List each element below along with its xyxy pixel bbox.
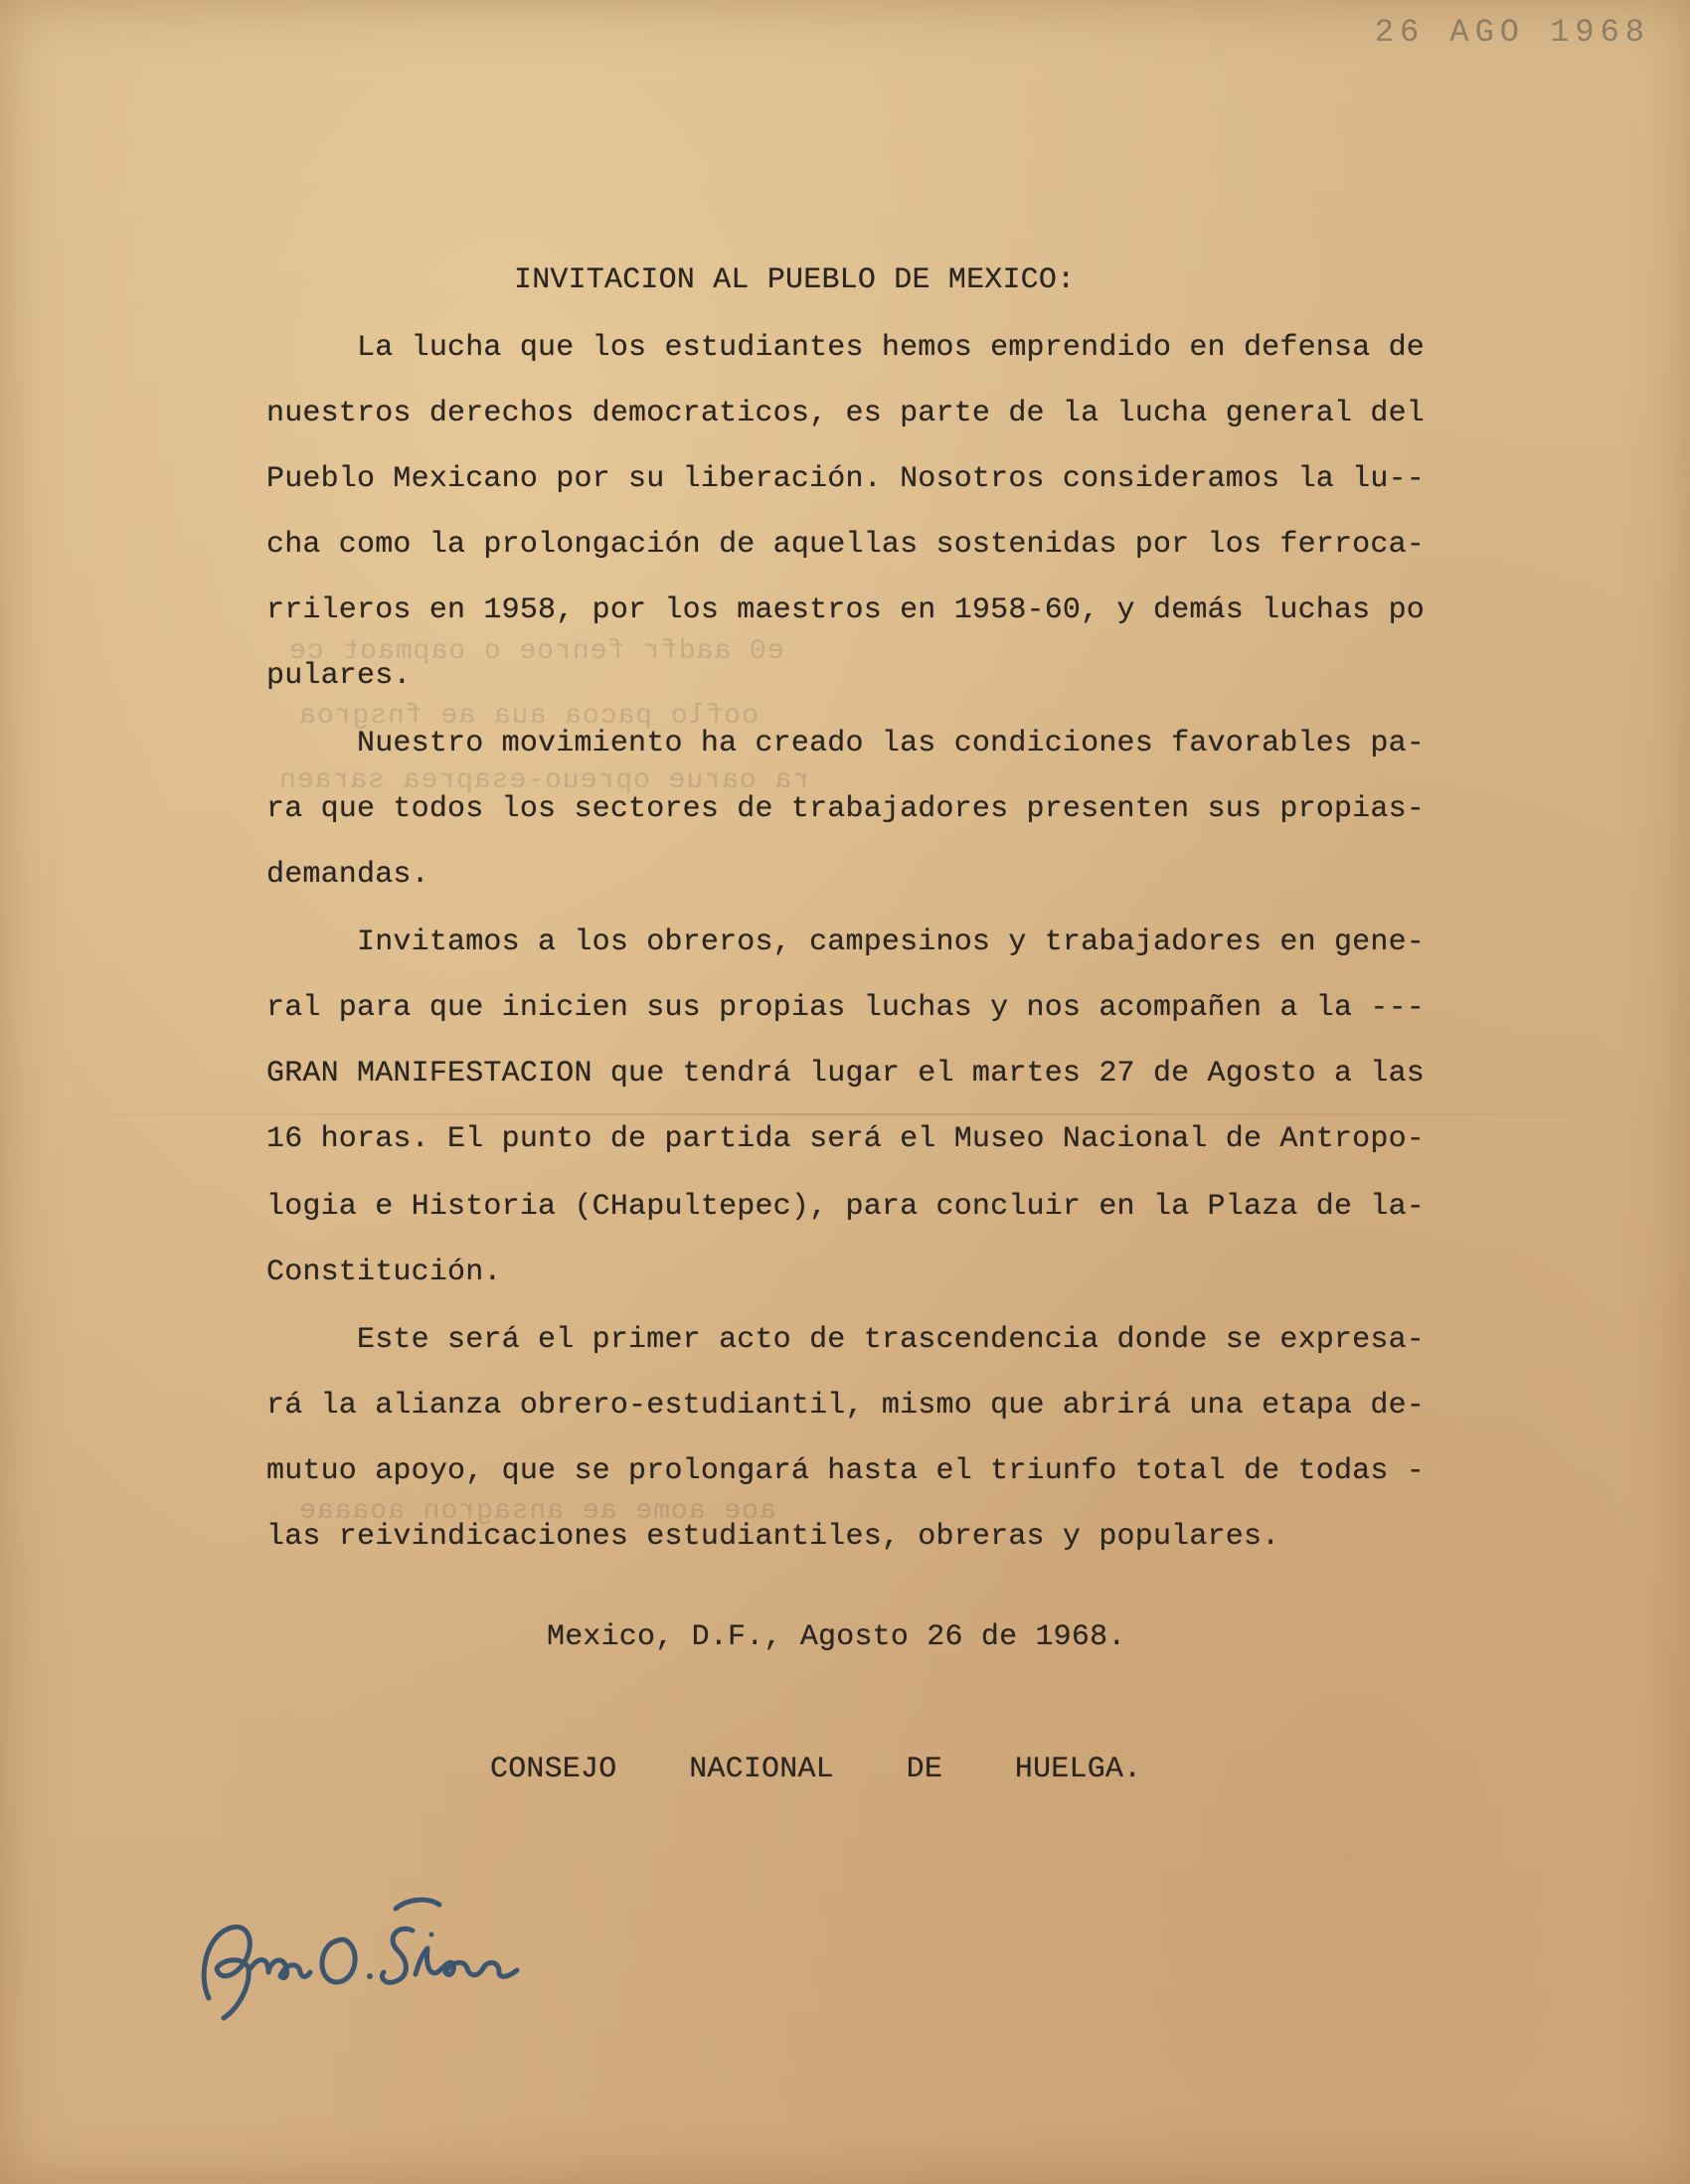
body-line: La lucha que los estudiantes hemos emprendido en defensa de (266, 331, 1425, 365)
body-line: las reivindicaciones estudiantiles, obreras y populares. (266, 1520, 1280, 1554)
body-line: rrileros en 1958, por los maestros en 1958-60, y demás luchas po (266, 593, 1425, 627)
body-line: cha como la prolongación de aquellas sostenidas por los ferroca- (266, 528, 1425, 562)
body-line: 16 horas. El punto de partida será el Museo Nacional de Antropo- (266, 1122, 1425, 1156)
place-date: Mexico, D.F., Agosto 26 de 1968. (547, 1620, 1126, 1654)
body-line: nuestros derechos democraticos, es parte de la lucha general del (266, 397, 1425, 430)
body-line: Este será el primer acto de trascendencia donde se expresa- (266, 1323, 1425, 1357)
body-line: Pueblo Mexicano por su liberación. Nosotros consideramos la lu-- (266, 462, 1425, 496)
signatory: CONSEJO NACIONAL DE HUELGA. (490, 1753, 1142, 1786)
body-line: demandas. (266, 858, 429, 892)
show-through-text: ooflo pacoa aua ae fnsgroa (298, 701, 759, 732)
body-line: Nuestro movimiento ha creado las condiciones favorables pa- (266, 727, 1425, 760)
handwritten-signature (189, 1869, 567, 2028)
body-line: ral para que inicien sus propias luchas y nos acompañen a la --- (266, 991, 1425, 1025)
show-through-text: e0 aadfr fenroe o oapmaot ce (288, 636, 784, 667)
show-through-text: ra oarue opreuo-esaprea saraen (278, 765, 810, 796)
body-line: ra que todos los sectores de trabajadores presenten sus propias- (266, 792, 1425, 826)
body-line: Invitamos a los obreros, campesinos y trabajadores en gene- (266, 925, 1425, 959)
paper-fold (0, 1113, 1690, 1115)
body-line: mutuo apoyo, que se prolongará hasta el triunfo total de todas - (266, 1454, 1425, 1488)
show-through-text: aoe aome ae ansagron aoaaae (298, 1496, 776, 1527)
body-line: Constitución. (266, 1256, 502, 1289)
body-line: pulares. (266, 659, 412, 693)
body-line: rá la alianza obrero-estudiantil, mismo que abrirá una etapa de- (266, 1389, 1425, 1423)
date-stamp: 26 AGO 1968 (1374, 14, 1650, 51)
body-line: GRAN MANIFESTACION que tendrá lugar el martes 27 de Agosto a las (266, 1057, 1425, 1091)
document-title: INVITACION AL PUEBLO DE MEXICO: (514, 263, 1076, 297)
body-line: logia e Historia (CHapultepec), para concluir en la Plaza de la- (266, 1190, 1425, 1224)
